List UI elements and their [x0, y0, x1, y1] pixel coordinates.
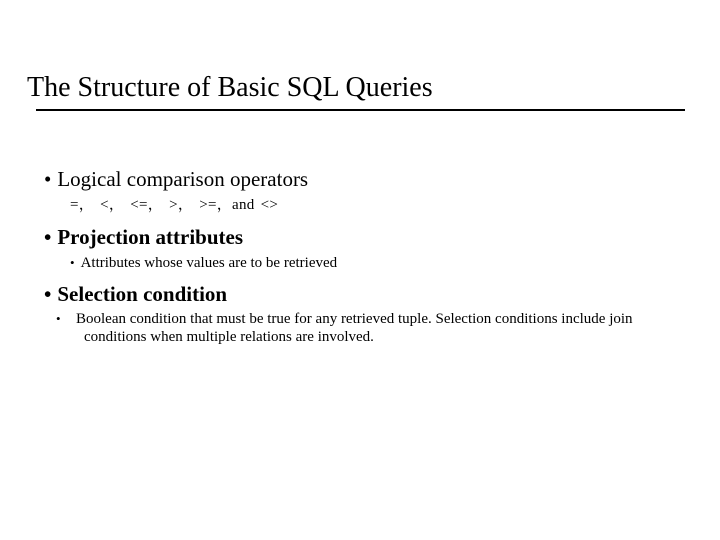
title-underline [36, 109, 685, 111]
bullet-marker: • [44, 225, 52, 249]
bullet-text: Logical comparison operators [57, 167, 309, 191]
sub-bullet-text: =， <， <=， >， >=，and <> [70, 197, 279, 213]
bullet-marker: • [44, 282, 52, 306]
bullet-text: Projection attributes [57, 225, 244, 249]
bullet-selection-condition [44, 281, 227, 307]
sub-bullet-selection-description: • Boolean condition that must be true for any retrieved tuple. Selection conditions include join conditions when multiple relations are involved. [56, 311, 633, 345]
sub-bullet-operators-list [70, 196, 278, 214]
bullet-marker: • [44, 167, 52, 191]
slide-title: The Structure of Basic SQL Queries [27, 72, 433, 103]
bullet-text: Selection condition [57, 282, 228, 306]
bullet-logical-comparison-operators [44, 166, 308, 192]
bullet-projection-attributes [44, 224, 243, 250]
sub-bullet-text: Attributes whose values are to be retrieved [80, 255, 338, 271]
sub-bullet-projection-description [70, 254, 337, 272]
sub-bullet-marker: • [70, 255, 75, 270]
sub-bullet-text: Boolean condition that must be true for any retrieved tuple. Selection conditions include join conditions when multiple relations are involved. [76, 311, 633, 345]
